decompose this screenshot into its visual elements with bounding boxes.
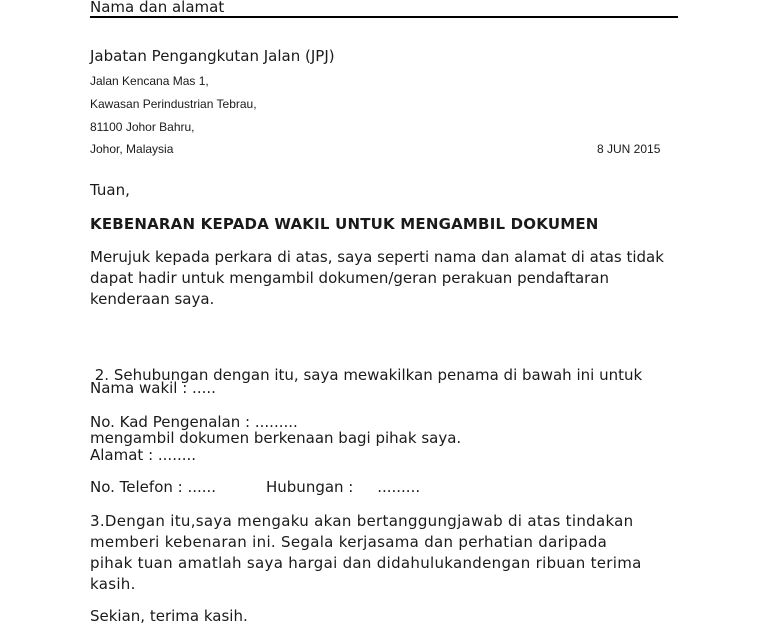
field-hubungan: Hubungan : .........	[266, 478, 421, 496]
paragraph-1	[90, 247, 690, 310]
paragraph-1-line: kenderaan saya.	[90, 290, 215, 308]
paragraph-2-line: mengambil dokumen berkenaan bagi pihak saya.	[90, 429, 462, 447]
address-line-4: Johor, Malaysia	[90, 142, 174, 156]
address-line-1: Jalan Kencana Mas 1,	[90, 74, 209, 88]
address-line-3: 81100 Johor Bahru,	[90, 120, 195, 134]
field-alamat: Alamat : ........	[90, 446, 197, 464]
paragraph-3	[90, 511, 690, 595]
paragraph-3-line: memberi kebenaran ini. Segala kerjasama dan perhatian daripada	[90, 533, 608, 551]
address-line-2: Kawasan Perindustrian Tebrau,	[90, 97, 257, 111]
subject-line: KEBENARAN KEPADA WAKIL UNTUK MENGAMBIL DOKUMEN	[90, 215, 599, 233]
salutation: Tuan,	[90, 181, 130, 199]
paragraph-2-line: 2. Sehubungan dengan itu, saya mewakilkan penama di bawah ini untuk	[90, 366, 643, 384]
paragraph-3-line: pihak tuan amatlah saya hargai dan didahulukandengan ribuan terima	[90, 554, 642, 572]
recipient-name: Jabatan Pengangkutan Jalan (JPJ)	[90, 47, 335, 65]
field-telefon: No. Telefon : ......	[90, 478, 217, 496]
paragraph-1-line: Merujuk kepada perkara di atas, saya seperti nama dan alamat di atas tidak	[90, 248, 664, 266]
paragraph-3-line: kasih.	[90, 575, 136, 593]
sender-label: Nama dan alamat	[90, 0, 225, 16]
header-rule	[90, 16, 678, 18]
letter-date: 8 JUN 2015	[597, 142, 661, 156]
field-kad-pengenalan: No. Kad Pengenalan : .........	[90, 413, 298, 431]
paragraph-3-line: 3.Dengan itu,saya mengaku akan bertanggungjawab di atas tindakan	[90, 512, 634, 530]
paragraph-1-line: dapat hadir untuk mengambil dokumen/geran perakuan pendaftaran	[90, 269, 610, 287]
closing-line: Sekian, terima kasih.	[90, 607, 248, 625]
field-nama-wakil: Nama wakil : .....	[90, 379, 216, 397]
